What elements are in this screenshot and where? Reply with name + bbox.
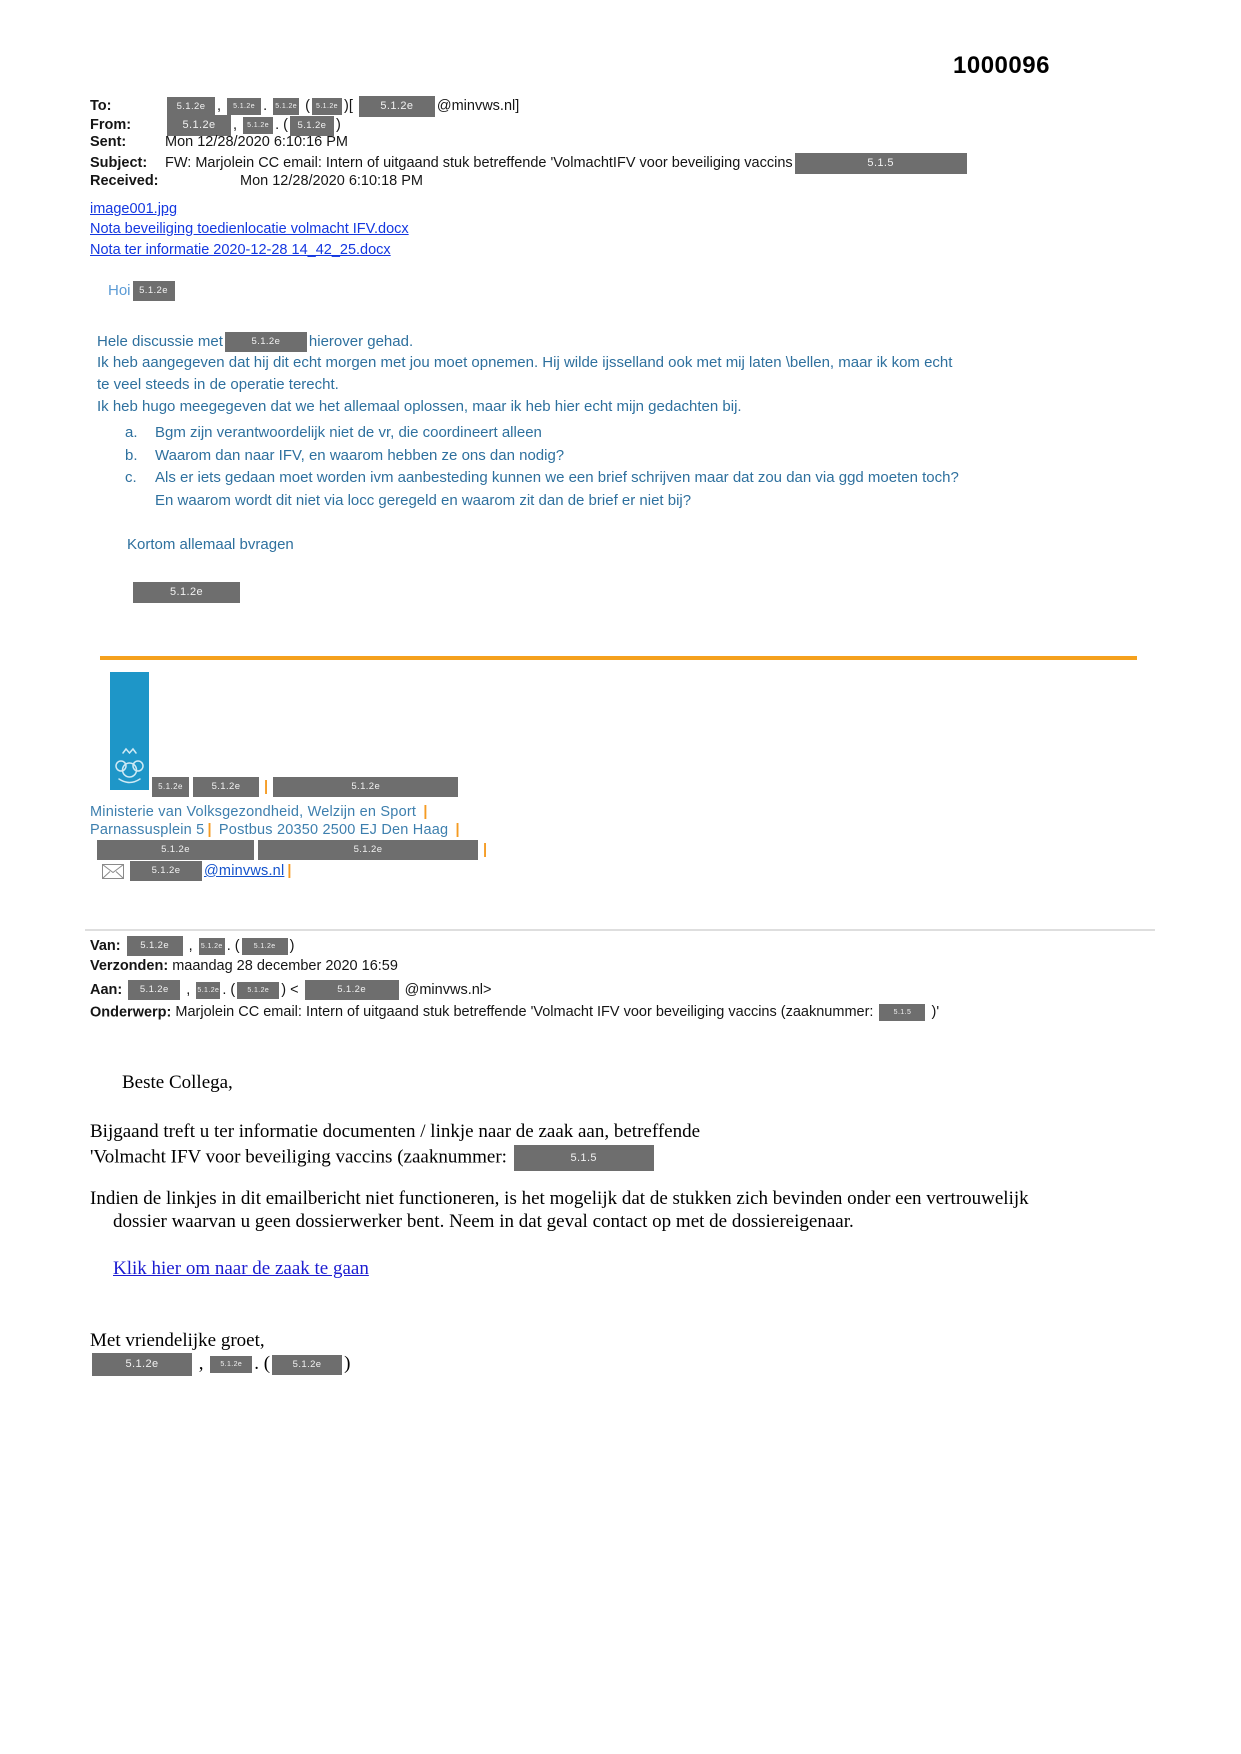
text-fragment: Ministerie van Volksgezondheid, Welzijn en Sport (90, 804, 421, 820)
text-fragment: ) (344, 1353, 351, 1374)
coat-of-arms-icon (112, 746, 147, 788)
redaction-box: 5.1.2e (128, 980, 180, 1000)
redaction-box: 5.1.2e (258, 840, 478, 860)
text-fragment: , (233, 117, 242, 134)
signature-email-row (102, 861, 295, 881)
letter-para2-line1: Indien de linkjes in dit emailbericht niet functioneren, is het mogelijk dat de stukken zich bevinden onder een vertrouwelijk (90, 1188, 1029, 1209)
separator-pipe: | (483, 841, 488, 858)
from-value (165, 117, 341, 133)
received-value: Mon 12/28/2020 6:10:18 PM (240, 173, 423, 189)
body-closing-line: Kortom allemaal bvragen (127, 536, 294, 553)
attachment-link-image001[interactable]: image001.jpg (90, 201, 178, 217)
redaction-box: 5.1.2e (210, 1356, 252, 1373)
text-fragment: . ( (226, 937, 240, 954)
text-fragment: , (194, 1353, 209, 1374)
redaction-box: 5.1.2e (312, 98, 342, 115)
received-label: Received: (90, 173, 159, 189)
body-line-2b: te veel steeds in de operatie terecht. (97, 376, 339, 393)
redaction-box: 5.1.2e (225, 332, 307, 352)
text-fragment: )' (927, 1004, 940, 1021)
redaction-box: 5.1.2e (167, 97, 215, 117)
verzonden-label: Verzonden: (90, 958, 169, 974)
aan-label: Aan: (90, 981, 123, 998)
van-value (125, 938, 295, 954)
text-fragment: ) < (281, 981, 303, 998)
text-fragment: Postbus 20350 2500 EJ Den Haag (214, 822, 453, 838)
signature-name-row (150, 777, 460, 797)
text-fragment: . ( (275, 117, 288, 134)
envelope-icon (102, 864, 124, 879)
to-label: To: (90, 98, 112, 115)
list-item-c-continuation: En waarom wordt dit niet via locc geregeld en waarom zit dan de brief er niet bij? (155, 492, 692, 509)
subject-value (165, 155, 969, 171)
from-label: From: (90, 117, 132, 134)
text-fragment: Marjolein CC email: Intern of uitgaand stuk betreffende 'Volmacht IFV voor beveiliging vaccins (zaaknummer: (175, 1004, 878, 1021)
redaction-box: 5.1.5 (514, 1145, 654, 1171)
redaction-box: 5.1.2e (127, 936, 183, 956)
signature-email-link[interactable]: @minvws.nl (204, 862, 285, 879)
quoted-row-aan (90, 980, 491, 1000)
redaction-box: 5.1.2e (199, 938, 225, 955)
text-fragment: ) (335, 117, 341, 134)
verzonden-value: maandag 28 december 2020 16:59 (172, 958, 398, 974)
text-fragment: ) (289, 937, 295, 954)
text-fragment: FW: Marjolein CC email: Intern of uitgaand stuk betreffende 'VolmachtIFV voor beveiliging vaccins (165, 155, 793, 172)
letter-signature-row (90, 1353, 350, 1376)
separator-pipe: | (423, 804, 428, 820)
list-item-a (125, 424, 542, 441)
text-fragment: , (182, 981, 195, 998)
list-marker-b: b. (125, 447, 138, 464)
text-fragment: 'Volmacht IFV voor beveiliging vaccins (zaaknummer: (90, 1146, 512, 1168)
signature-ministry-row (90, 804, 431, 820)
greeting-line (108, 281, 177, 301)
redaction-box: 5.1.2e (243, 117, 273, 134)
redaction-box: 5.1.2e (272, 1355, 342, 1375)
quoted-row-verzonden (90, 958, 398, 974)
onderwerp-value (175, 1004, 939, 1020)
text-fragment: . ( (222, 981, 236, 998)
redaction-box: 5.1.2e (359, 96, 435, 117)
sent-label: Sent: (90, 134, 127, 150)
quoted-row-van (90, 936, 294, 956)
letter-salutation: Beste Collega, (122, 1072, 233, 1093)
list-text-c: Als er iets gedaan moet worden ivm aanbesteding kunnen we een brief schrijven maar dat zou dan via ggd moeten toch? (155, 469, 959, 486)
attachment-link-nota-informatie[interactable]: Nota ter informatie 2020-12-28 14_42_25.docx (90, 242, 391, 258)
text-fragment: Hoi (108, 281, 131, 299)
list-marker-c: c. (125, 469, 137, 486)
orange-divider (100, 656, 1137, 660)
separator-pipe: | (287, 862, 292, 879)
signature-email-tokens (128, 863, 295, 879)
text-fragment: ( (301, 98, 310, 115)
quoted-row-onderwerp (90, 1004, 939, 1021)
redaction-box: 5.1.2e (290, 116, 334, 136)
header-row-to (90, 96, 519, 117)
letter-para1-line1: Bijgaand treft u ter informatie documenten / linkje naar de zaak aan, betreffende (90, 1121, 701, 1142)
signature-phone-row (95, 840, 490, 860)
aan-value (126, 982, 491, 998)
redaction-box: 5.1.2e (273, 777, 458, 797)
text-fragment: )[ (343, 98, 357, 115)
list-marker-a: a. (125, 424, 138, 441)
redaction-box: 5.1.2e (97, 840, 254, 860)
list-text-b: Waarom dan naar IFV, en waarom hebben ze ons dan nodig? (155, 447, 565, 464)
redaction-box: 5.1.2e (133, 281, 175, 301)
body-line-3: Ik heb hugo meegegeven dat we het allemaal oplossen, maar ik heb hier echt mijn gedachten bij. (97, 398, 742, 415)
redaction-box: 5.1.2e (92, 1353, 192, 1376)
separator-pipe: | (455, 822, 460, 838)
list-item-c (125, 469, 959, 486)
redaction-box: 5.1.2e (273, 98, 299, 115)
redaction-box: 5.1.2e (130, 861, 202, 881)
text-fragment: Hele discussie met (97, 332, 223, 350)
text-fragment: Parnassusplein 5 (90, 822, 205, 838)
redaction-box: 5.1.5 (879, 1004, 925, 1021)
redaction-box: 5.1.5 (795, 153, 967, 174)
text-fragment: , (217, 98, 226, 115)
section-divider (85, 929, 1155, 931)
signature-address-row (90, 822, 463, 838)
onderwerp-label: Onderwerp: (90, 1004, 172, 1021)
to-value (165, 98, 519, 114)
text-fragment: @minvws.nl> (400, 981, 492, 998)
letter-para2-line2: dossier waarvan u geen dossierwerker bent. Neem in dat geval contact op met de dossiereigenaar. (113, 1211, 854, 1232)
header-row-from (90, 115, 341, 136)
separator-pipe: | (264, 778, 269, 795)
text-fragment: , (184, 937, 197, 954)
attachment-link-nota-beveiliging[interactable]: Nota beveiliging toedienlocatie volmacht IFV.docx (90, 221, 409, 237)
text-fragment: . ( (254, 1353, 271, 1374)
text-fragment: hierover gehad. (308, 332, 414, 350)
redaction-box: 5.1.2e (227, 98, 261, 115)
redaction-box: 5.1.2e (242, 938, 288, 955)
page-number: 1000096 (953, 52, 1050, 79)
subject-label: Subject: (90, 155, 148, 172)
body-line-1 (97, 332, 413, 352)
header-row-subject (90, 153, 969, 174)
list-text-a: Bgm zijn verantwoordelijk niet de vr, die coordineert alleen (155, 424, 542, 441)
redaction-box: 5.1.2e (305, 980, 399, 1000)
header-row-received (90, 173, 423, 189)
text-fragment: . (263, 98, 272, 115)
redaction-box: 5.1.2e (237, 982, 279, 999)
body-line-2a: Ik heb aangegeven dat hij dit echt morgen met jou moet opnemen. Hij wilde ijsselland ook met mij laten \bellen, maar ik kom echt (97, 354, 953, 371)
redaction-box: 5.1.2e (133, 582, 240, 603)
header-row-sent (90, 134, 348, 150)
van-label: Van: (90, 937, 121, 954)
redaction-box: 5.1.2e (196, 982, 220, 999)
redaction-box: 5.1.2e (167, 115, 231, 136)
list-item-b (125, 447, 564, 464)
text-fragment: @minvws.nl] (436, 98, 520, 115)
letter-para1-line2 (90, 1145, 656, 1171)
redaction-box: 5.1.2e (193, 777, 259, 797)
letter-closing: Met vriendelijke groet, (90, 1330, 265, 1351)
separator-pipe: | (207, 822, 212, 838)
redaction-box: 5.1.2e (152, 777, 189, 797)
ministry-logo (110, 672, 149, 790)
sent-value: Mon 12/28/2020 6:10:16 PM (165, 134, 348, 150)
zaak-link[interactable]: Klik hier om naar de zaak te gaan (113, 1258, 369, 1279)
